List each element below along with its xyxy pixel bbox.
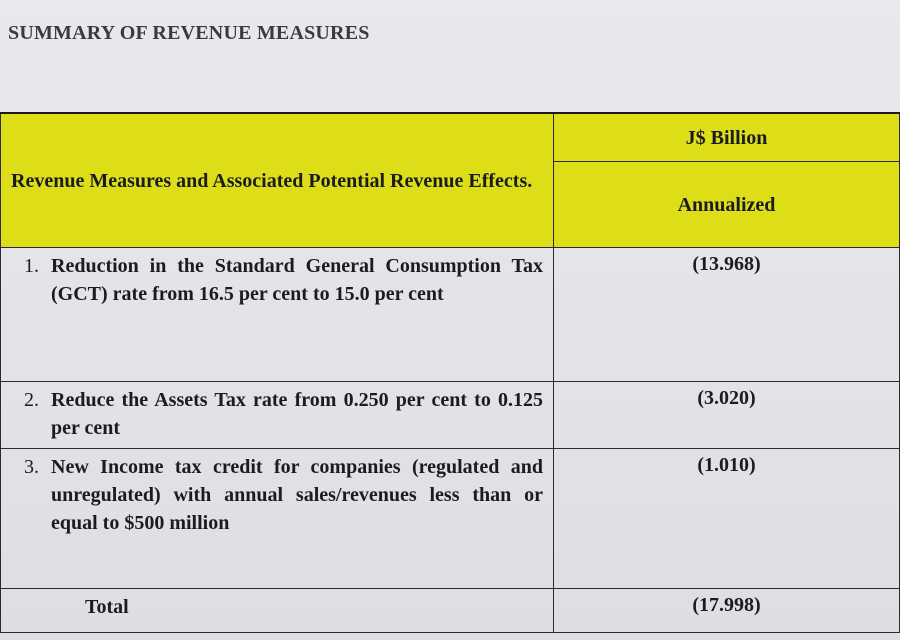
unit-column-header: J$ Billion — [554, 113, 900, 162]
document-title: SUMMARY OF REVENUE MEASURES — [8, 22, 370, 44]
row-number: 2. — [24, 389, 39, 411]
total-row — [1, 589, 900, 633]
measure-description: New Income tax credit for companies (regulated and unregulated) with annual sales/revenues less than or equal to $500 million — [51, 456, 543, 534]
measure-cell — [1, 248, 554, 382]
measure-value: (3.020) — [554, 382, 900, 449]
measure-cell — [1, 382, 554, 449]
total-label: Total — [1, 589, 554, 633]
measure-value: (1.010) — [554, 449, 900, 589]
table-row — [1, 449, 900, 589]
table-row — [1, 382, 900, 449]
row-number: 3. — [24, 456, 39, 478]
measure-description: Reduce the Assets Tax rate from 0.250 per cent to 0.125 per cent — [51, 389, 543, 439]
measure-cell — [1, 449, 554, 589]
measure-description: Reduction in the Standard General Consumption Tax (GCT) rate from 16.5 per cent to 15.0 per cent — [51, 255, 543, 305]
row-number: 1. — [24, 255, 39, 277]
measures-column-header: Revenue Measures and Associated Potential Revenue Effects. — [1, 113, 554, 248]
total-value: (17.998) — [554, 589, 900, 633]
period-column-header: Annualized — [554, 162, 900, 248]
measure-value: (13.968) — [554, 248, 900, 382]
table-row — [1, 248, 900, 382]
revenue-measures-table — [0, 112, 900, 633]
